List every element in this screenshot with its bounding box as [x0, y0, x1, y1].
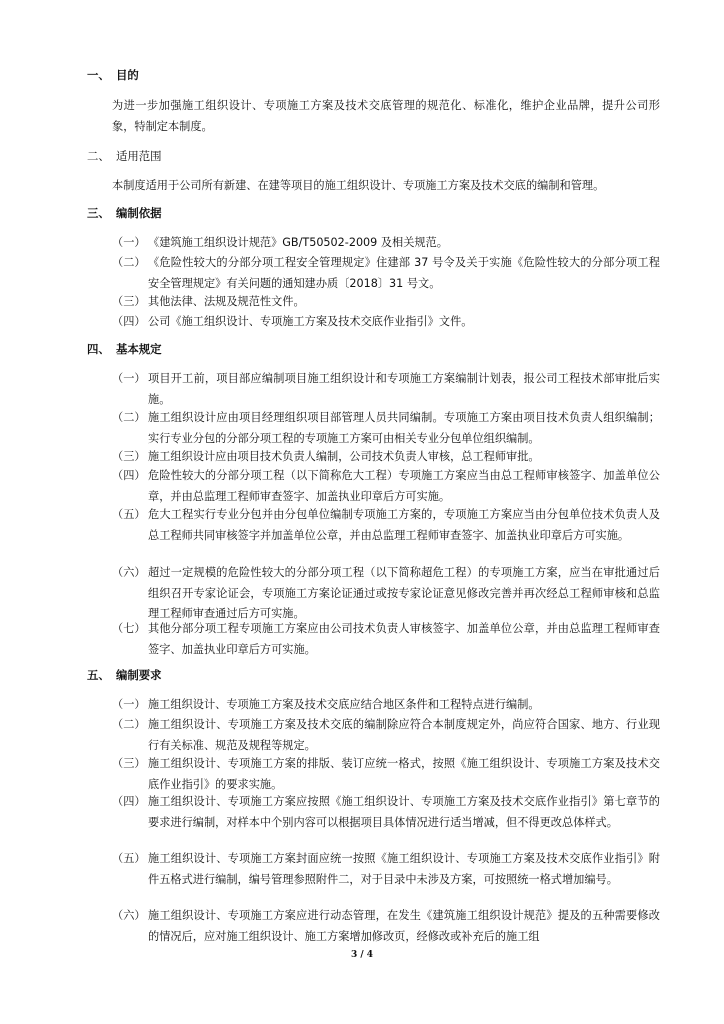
section-heading	[87, 205, 162, 221]
item-label: （二）	[112, 256, 146, 269]
section-heading	[87, 667, 162, 683]
item-text: 危险性较大的分部分项工程（以下简称危大工程）专项施工方案应当由总工程师审核签字、加盖单位公章，并由总监理工程师审查签字、加盖执业印章后方可实施。	[148, 469, 660, 503]
list-item	[112, 906, 660, 947]
item-text: 施工组织设计应由项目技术负责人编制，公司技术负责人审核，总工程师审批。	[148, 450, 540, 463]
section-number: 二、	[87, 149, 110, 163]
item-text: 施工组织设计、专项施工方案封面应统一按照《施工组织设计、专项施工方案及技术交底作业指引》附件五格式进行编制，编号管理参照附件二，对于目录中未涉及方案，可按照统一格式增加编号。	[148, 852, 660, 886]
section-number: 一、	[87, 68, 110, 82]
list-item	[112, 408, 660, 449]
list-item	[112, 505, 660, 546]
item-text: 公司《施工组织设计、专项施工方案及技术交底作业指引》文件。	[148, 315, 473, 328]
item-text: 《建筑施工组织设计规范》GB/T50502-2009 及相关规范。	[148, 236, 448, 249]
item-label: （六）	[112, 909, 146, 922]
item-text: 《危险性较大的分部分项工程安全管理规定》住建部 37 号令及关于实施《危险性较大的分部分项工程安全管理规定》有关问题的通知建办质〔2018〕31 号文。	[148, 256, 660, 290]
item-label: （二）	[112, 411, 146, 424]
section-title: 目的	[116, 68, 139, 82]
item-text: 施工组织设计、专项施工方案及技术交底应结合地区条件和工程特点进行编制。	[148, 698, 540, 711]
section-title: 编制依据	[116, 206, 162, 220]
list-item	[112, 253, 660, 294]
section-title: 基本规定	[116, 342, 162, 356]
list-item	[112, 447, 660, 468]
item-label: （三）	[112, 757, 146, 770]
item-label: （五）	[112, 852, 146, 865]
list-item	[112, 715, 660, 756]
item-label: （一）	[112, 372, 146, 385]
list-item	[112, 849, 660, 890]
list-item	[112, 312, 660, 333]
item-text: 其他分部分项工程专项施工方案应由公司技术负责人审核签字、加盖单位公章，并由总监理工程师审查签字、加盖执业印章后方可实施。	[148, 622, 660, 656]
item-label: （六）	[112, 566, 146, 579]
item-text: 施工组织设计、专项施工方案的排版、装订应统一格式，按照《施工组织设计、专项施工方案及技术交底作业指引》的要求实施。	[148, 757, 660, 791]
item-label: （七）	[112, 622, 146, 635]
section-number: 四、	[87, 342, 110, 356]
list-item	[112, 563, 660, 625]
item-label: （四）	[112, 795, 146, 808]
list-item	[112, 754, 660, 795]
item-text: 其他法律、法规及规范性文件。	[148, 295, 305, 308]
section-heading	[87, 148, 162, 164]
page-number: 3 / 4	[350, 950, 374, 960]
item-label: （一）	[112, 698, 146, 711]
item-text: 施工组织设计、专项施工方案应按照《施工组织设计、专项施工方案及技术交底作业指引》第七章节的要求进行编制，对样本中个别内容可以根据项目具体情况进行适当增减，但不得更改总体样式。	[148, 795, 660, 829]
section-number: 三、	[87, 206, 110, 220]
item-text: 施工组织设计、专项施工方案应进行动态管理，在发生《建筑施工组织设计规范》提及的五种需要修改的情况后，应对施工组织设计、施工方案增加修改页，经修改或补充后的施工组	[148, 909, 660, 943]
item-label: （三）	[112, 450, 146, 463]
item-text: 危大工程实行专业分包并由分包单位编制专项施工方案的，专项施工方案应当由分包单位技术负责人及总工程师共同审核签字并加盖单位公章，并由总监理工程师审查签字、加盖执业印章后方可实施。	[148, 508, 660, 542]
list-item	[112, 619, 660, 660]
section-title: 编制要求	[116, 668, 162, 682]
section-number: 五、	[87, 668, 110, 682]
list-item	[112, 233, 660, 254]
list-item	[112, 695, 660, 716]
list-item	[112, 792, 660, 833]
item-label: （四）	[112, 315, 146, 328]
list-item	[112, 369, 660, 410]
item-label: （五）	[112, 508, 146, 521]
section-paragraph: 为进一步加强施工组织设计、专项施工方案及技术交底管理的规范化、标准化，维护企业品牌，提升公司形象，特制定本制度。	[112, 99, 660, 133]
item-label: （四）	[112, 469, 146, 482]
item-text: 超过一定规模的危险性较大的分部分项工程（以下简称超危工程）的专项施工方案，应当在审批通过后组织召开专家论证会，专项施工方案论证通过或按专家论证意见修改完善并再次经总工程师审核和总监理工程师审查通过后方可实施。	[148, 566, 660, 620]
item-text: 施工组织设计应由项目经理组织项目部管理人员共同编制。专项施工方案由项目技术负责人组织编制；实行专业分包的分部分项工程的专项施工方案可由相关专业分包单位组织编制。	[148, 411, 660, 445]
list-item	[112, 466, 660, 507]
section-heading	[87, 67, 139, 83]
item-label: （二）	[112, 718, 146, 731]
item-text: 施工组织设计、专项施工方案及技术交底的编制除应符合本制度规定外，尚应符合国家、地方、行业现行有关标准、规范及规程等规定。	[148, 718, 660, 752]
section-title: 适用范围	[116, 149, 162, 163]
item-label: （三）	[112, 295, 146, 308]
list-item	[112, 292, 660, 313]
item-text: 项目开工前，项目部应编制项目施工组织设计和专项施工方案编制计划表，报公司工程技术部审批后实施。	[148, 372, 660, 406]
item-label: （一）	[112, 236, 146, 249]
section-heading	[87, 341, 162, 357]
section-paragraph: 本制度适用于公司所有新建、在建等项目的施工组织设计、专项施工方案及技术交底的编制和管理。	[112, 179, 605, 192]
